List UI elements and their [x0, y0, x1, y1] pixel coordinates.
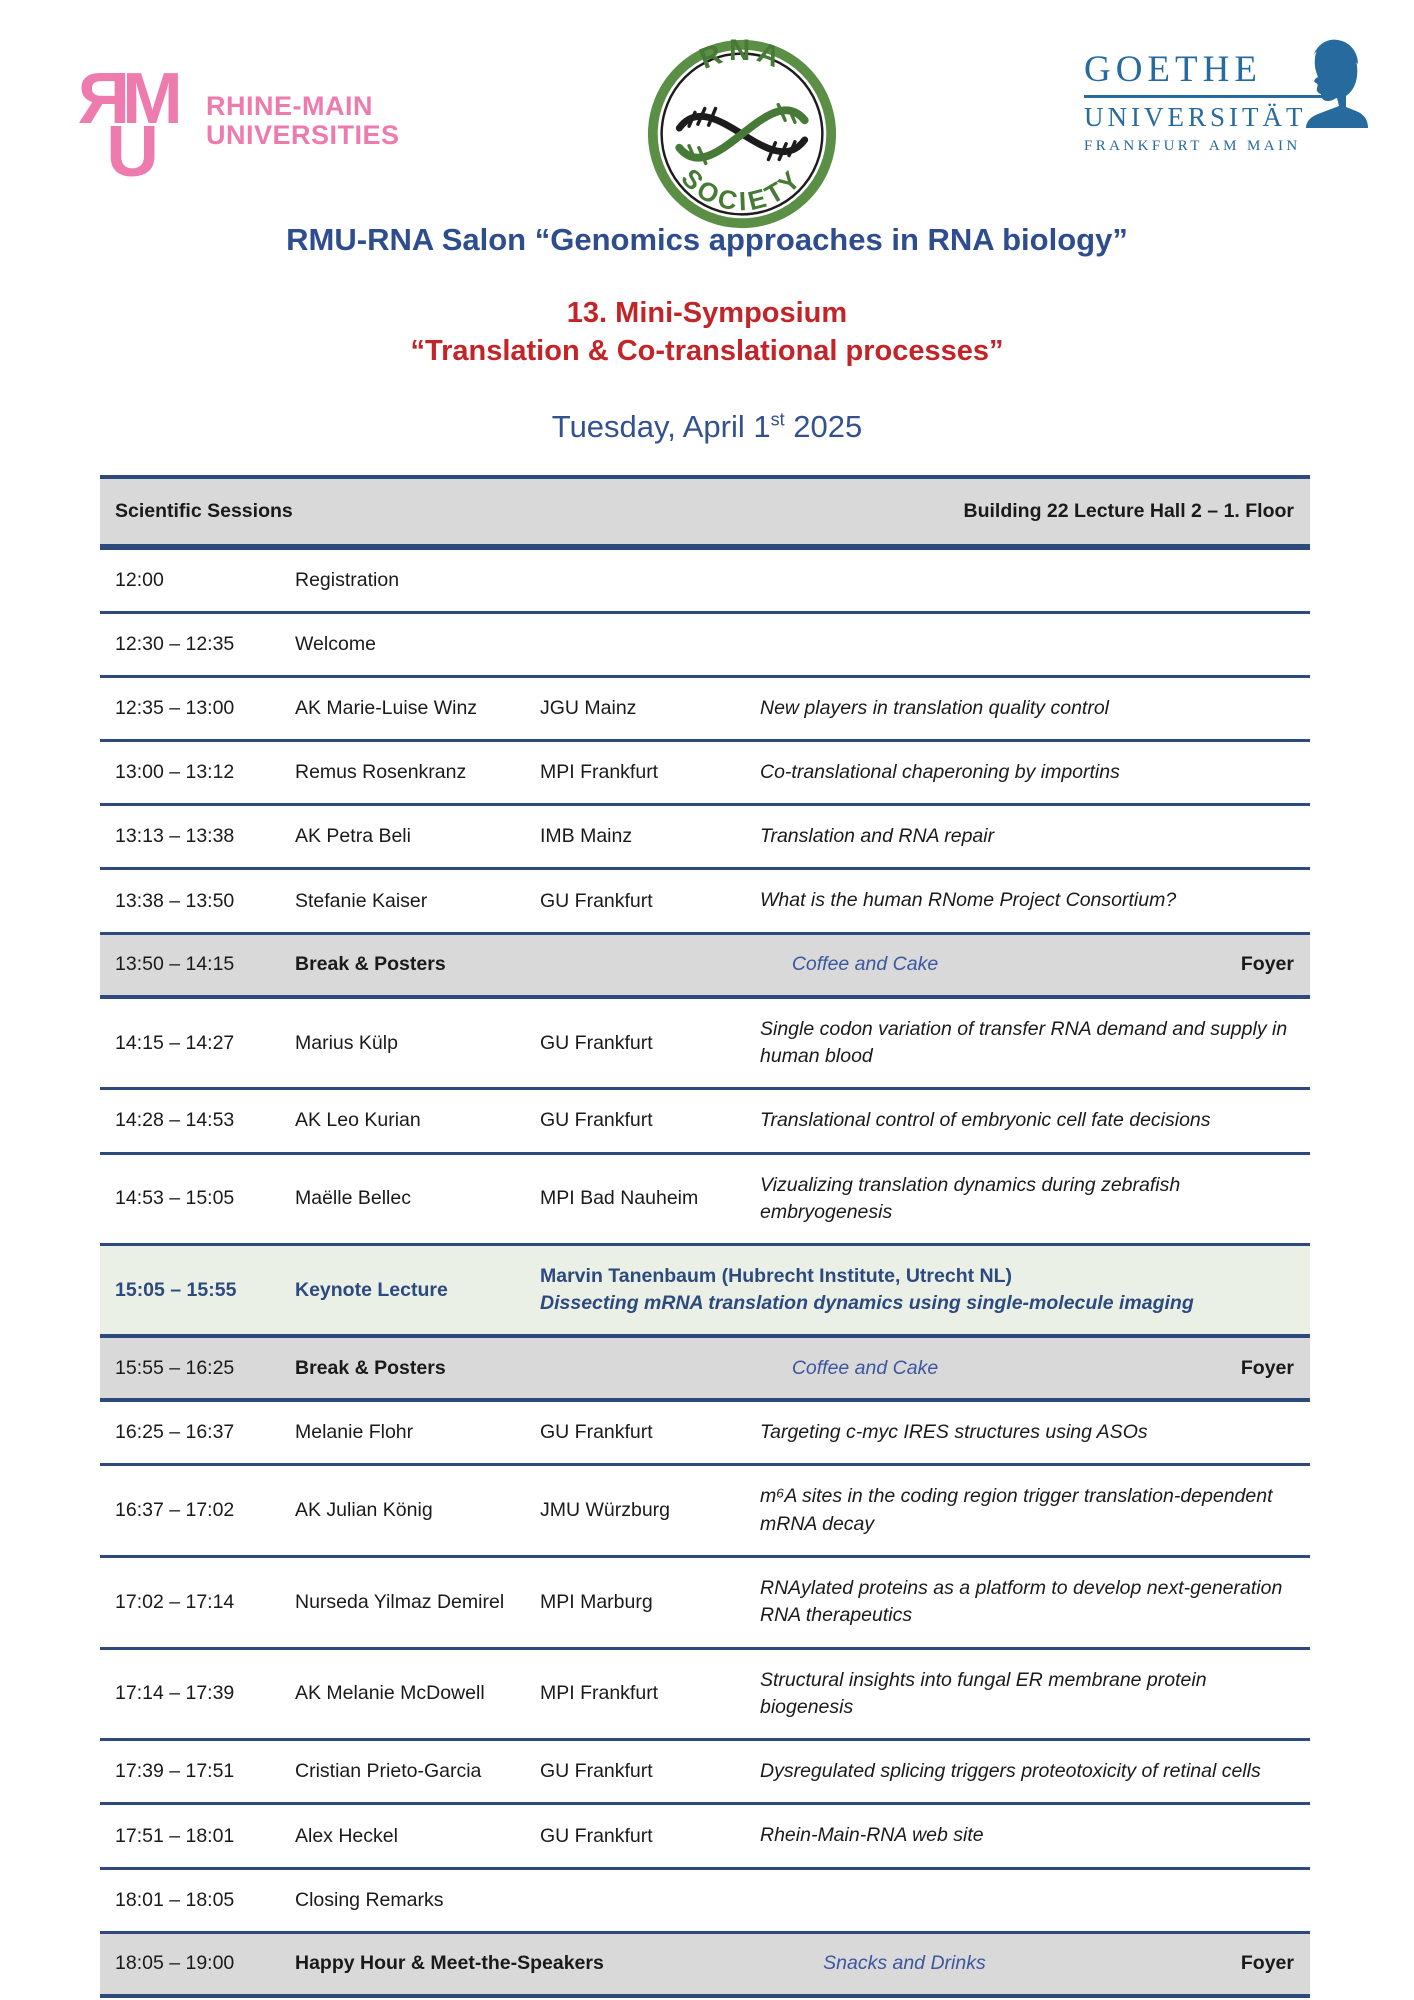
talk-row — [100, 1650, 1310, 1742]
talk-title: Dysregulated splicing triggers proteotoxicity of retinal cells — [760, 1760, 1261, 1783]
talk-affiliation: MPI Frankfurt — [540, 1682, 659, 1705]
symposium-subtitle — [0, 294, 1414, 371]
session-label: Welcome — [295, 632, 376, 655]
subtitle-line2: “Translation & Co-translational processes” — [410, 335, 1004, 368]
keynote-label: Keynote Lecture — [295, 1278, 448, 1301]
keynote-title: Dissecting mRNA translation dynamics using single-molecule imaging — [540, 1292, 1194, 1315]
break-note: Coffee and Cake — [791, 953, 939, 976]
break-label: Break & Posters — [295, 1356, 446, 1379]
talk-time: 17:02 – 17:14 — [115, 1590, 235, 1613]
talk-speaker: Marius Külp — [295, 1031, 398, 1054]
talk-speaker: Stefanie Kaiser — [295, 889, 428, 912]
talk-row — [100, 870, 1310, 934]
talk-affiliation: MPI Marburg — [540, 1590, 653, 1613]
talk-time: 12:35 – 13:00 — [115, 696, 235, 719]
schedule-header-left: Scientific Sessions — [115, 499, 293, 522]
talk-title: m⁶A sites in the coding region trigger translation-dependent mRNA decay — [760, 1485, 1273, 1535]
talk-affiliation: GU Frankfurt — [540, 1421, 653, 1444]
date-prefix: Tuesday, April 1 — [551, 408, 771, 444]
goethe-line2: UNIVERSITÄT — [1083, 101, 1307, 132]
goethe-line3: FRANKFURT AM MAIN — [1083, 138, 1301, 155]
talk-title: Single codon variation of transfer RNA demand and supply in human blood — [760, 1017, 1288, 1068]
break-time: 18:05 – 19:00 — [115, 1952, 235, 1975]
schedule-header-right: Building 22 Lecture Hall 2 – 1. Floor — [963, 499, 1294, 522]
talk-time: 14:15 – 14:27 — [115, 1031, 235, 1054]
talk-row — [100, 1741, 1310, 1805]
break-location: Foyer — [1240, 1356, 1294, 1379]
svg-text:R: R — [77, 62, 131, 139]
talk-time: 13:13 – 13:38 — [115, 825, 235, 848]
talk-time: 13:38 – 13:50 — [115, 889, 235, 912]
break-time: 13:50 – 14:15 — [115, 953, 235, 976]
goethe-university-logo — [1084, 50, 1344, 155]
talk-title: New players in translation quality control — [760, 696, 1110, 719]
talk-affiliation: GU Frankfurt — [540, 1109, 653, 1132]
talk-row — [100, 678, 1310, 742]
talk-speaker: AK Petra Beli — [295, 825, 411, 848]
talk-speaker: AK Melanie McDowell — [295, 1682, 485, 1705]
talk-time: 17:39 – 17:51 — [115, 1760, 235, 1783]
talk-affiliation: MPI Frankfurt — [540, 760, 659, 783]
rna-society-seal-icon — [644, 36, 840, 232]
date-suffix: 2025 — [784, 408, 863, 444]
talk-speaker: Alex Heckel — [295, 1824, 398, 1847]
session-label: Registration — [295, 568, 400, 591]
session-time: 18:01 – 18:05 — [115, 1888, 235, 1911]
subtitle-line1: 13. Mini-Symposium — [566, 297, 848, 329]
talk-title: What is the human RNome Project Consortium? — [760, 889, 1177, 912]
keynote-speaker: Marvin Tanenbaum (Hubrecht Institute, Utrecht NL) — [540, 1265, 1012, 1288]
talk-title: Translational control of embryonic cell fate decisions — [760, 1109, 1211, 1132]
session-row — [100, 1870, 1310, 1934]
talk-title: Structural insights into fungal ER membrane protein biogenesis — [760, 1668, 1207, 1718]
rmu-monogram-icon — [72, 62, 192, 180]
svg-text:SOCIETY: SOCIETY — [675, 162, 809, 217]
talk-speaker: AK Marie-Luise Winz — [295, 696, 478, 719]
rmu-logo — [72, 62, 400, 180]
talk-time: 17:51 – 18:01 — [115, 1824, 235, 1847]
break-label: Break & Posters — [295, 953, 446, 976]
talk-row — [100, 806, 1310, 870]
talk-affiliation: JGU Mainz — [540, 696, 637, 719]
logo-band — [0, 0, 1414, 217]
keynote-time: 15:05 – 15:55 — [115, 1278, 237, 1301]
break-note: Coffee and Cake — [791, 1356, 939, 1379]
break-row — [100, 935, 1310, 999]
talk-speaker: Nurseda Yilmaz Demirel — [295, 1590, 505, 1613]
talk-affiliation: JMU Würzburg — [540, 1499, 671, 1522]
keynote-row — [100, 1246, 1310, 1338]
break-location: Foyer — [1240, 953, 1294, 976]
talk-row — [100, 1155, 1310, 1247]
talk-row — [100, 1558, 1310, 1650]
break-label: Happy Hour & Meet-the-Speakers — [295, 1952, 604, 1975]
talk-title: Targeting c-myc IRES structures using ASOs — [760, 1421, 1148, 1444]
talk-affiliation: GU Frankfurt — [540, 889, 653, 912]
svg-text:RNA: RNA — [694, 36, 789, 76]
session-row — [100, 550, 1310, 614]
talk-speaker: AK Julian König — [295, 1499, 433, 1522]
break-row — [100, 1338, 1310, 1402]
date-ordinal: st — [770, 409, 785, 430]
talk-time: 16:25 – 16:37 — [115, 1421, 235, 1444]
svg-text:U: U — [106, 111, 159, 180]
talk-title: Translation and RNA repair — [760, 825, 995, 848]
rmu-line1: RHINE-MAIN — [206, 90, 373, 121]
talk-row — [100, 1466, 1310, 1558]
break-time: 15:55 – 16:25 — [115, 1356, 235, 1379]
schedule-header-row — [100, 479, 1310, 550]
talk-speaker: AK Leo Kurian — [295, 1109, 421, 1132]
svg-text:M: M — [122, 62, 183, 139]
session-time: 12:00 — [115, 568, 164, 591]
talk-row — [100, 1402, 1310, 1466]
goethe-portrait-icon — [1294, 36, 1378, 128]
break-row — [100, 1934, 1310, 1998]
schedule-body — [100, 550, 1310, 1998]
break-note: Snacks and Drinks — [823, 1952, 986, 1975]
talk-affiliation: GU Frankfurt — [540, 1824, 653, 1847]
talk-speaker: Melanie Flohr — [295, 1421, 414, 1444]
talk-row — [100, 999, 1310, 1091]
talk-title: Vizualizing translation dynamics during zebrafish embryogenesis — [760, 1173, 1181, 1223]
talk-row — [100, 1090, 1310, 1154]
talk-time: 13:00 – 13:12 — [115, 760, 235, 783]
talk-speaker: Cristian Prieto-Garcia — [295, 1760, 482, 1783]
break-location: Foyer — [1240, 1952, 1294, 1975]
talk-affiliation: GU Frankfurt — [540, 1760, 653, 1783]
keynote-details — [525, 1263, 1310, 1317]
rmu-line2: UNIVERSITIES — [206, 120, 400, 150]
talk-time: 17:14 – 17:39 — [115, 1682, 235, 1705]
goethe-line1: GOETHE — [1083, 49, 1262, 90]
schedule-table — [100, 475, 1310, 1998]
session-label: Closing Remarks — [295, 1888, 444, 1911]
talk-speaker: Maëlle Bellec — [295, 1187, 411, 1210]
event-date — [0, 409, 1414, 445]
talk-affiliation: MPI Bad Nauheim — [540, 1187, 699, 1210]
talk-time: 14:28 – 14:53 — [115, 1109, 235, 1132]
talk-time: 16:37 – 17:02 — [115, 1499, 235, 1522]
talk-row — [100, 742, 1310, 806]
session-row — [100, 614, 1310, 678]
talk-affiliation: IMB Mainz — [540, 825, 633, 848]
talk-title: Rhein-Main-RNA web site — [760, 1824, 984, 1847]
talk-affiliation: GU Frankfurt — [540, 1031, 653, 1054]
talk-time: 14:53 – 15:05 — [115, 1187, 235, 1210]
talk-speaker: Remus Rosenkranz — [295, 760, 467, 783]
session-time: 12:30 – 12:35 — [115, 632, 235, 655]
page-title: RMU-RNA Salon “Genomics approaches in RNA biology” — [286, 222, 1128, 257]
rna-society-logo — [644, 36, 840, 237]
talk-title: Co-translational chaperoning by importins — [760, 760, 1120, 783]
rmu-wordmark — [206, 92, 400, 150]
talk-title: RNAylated proteins as a platform to develop next-generation RNA therapeutics — [760, 1576, 1283, 1627]
talk-row — [100, 1805, 1310, 1869]
